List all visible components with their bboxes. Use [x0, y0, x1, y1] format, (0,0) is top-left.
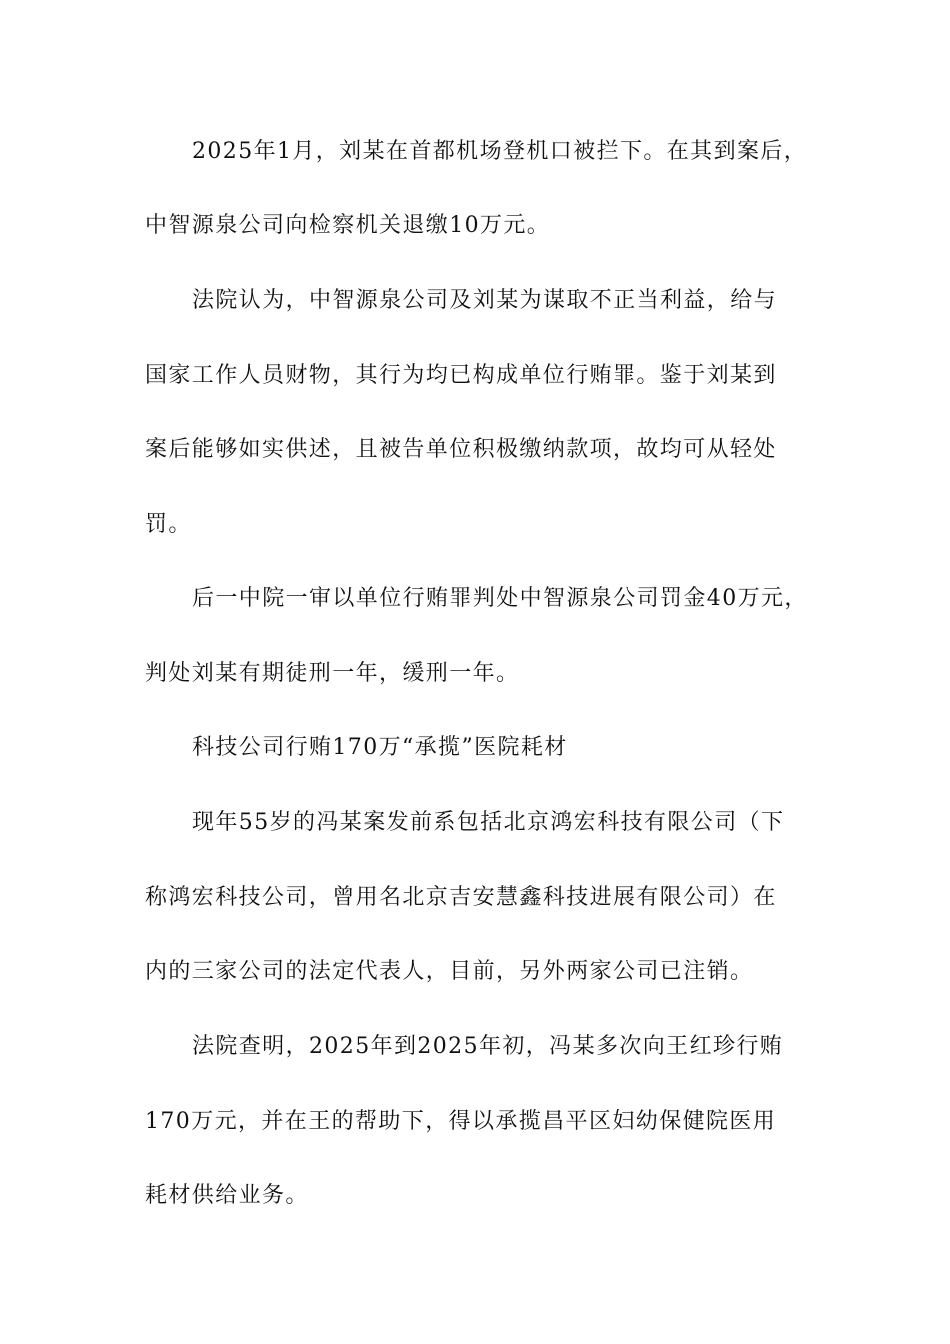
section-heading: 科技公司行贿170万“承揽”医院耗材: [192, 735, 568, 760]
paragraph-line: 法院查明，2025年到2025年初，冯某多次向王红珍行贿: [192, 1034, 784, 1059]
paragraph-line: 2025年1月，刘某在首都机场登机口被拦下。在其到案后，: [192, 139, 808, 164]
paragraph-line: 耗材供给业务。: [145, 1183, 309, 1208]
paragraph-line: 中智源泉公司向检察机关退缴10万元。: [145, 213, 551, 238]
paragraph-line: 现年55岁的冯某案发前系包括北京鸿宏科技有限公司（下: [192, 810, 785, 835]
paragraph-line: 国家工作人员财物，其行为均已构成单位行贿罪。鉴于刘某到: [145, 363, 777, 388]
paragraph-line: 罚。: [145, 512, 192, 537]
paragraph-line: 170万元，并在王的帮助下，得以承揽昌平区妇幼保健院医用: [145, 1109, 777, 1134]
paragraph-line: 后一中院一审以单位行贿罪判处中智源泉公司罚金40万元，: [192, 586, 808, 611]
paragraph-line: 称鸿宏科技公司，曾用名北京吉安慧鑫科技进展有限公司）在: [145, 885, 777, 910]
paragraph-line: 法院认为，中智源泉公司及刘某为谋取不正当利益，给与: [192, 288, 778, 313]
paragraph-line: 内的三家公司的法定代表人，目前，另外两家公司已注销。: [145, 959, 754, 984]
paragraph-line: 判处刘某有期徒刑一年，缓刑一年。: [145, 661, 520, 686]
paragraph-line: 案后能够如实供述，且被告单位积极缴纳款项，故均可从轻处: [145, 437, 777, 462]
